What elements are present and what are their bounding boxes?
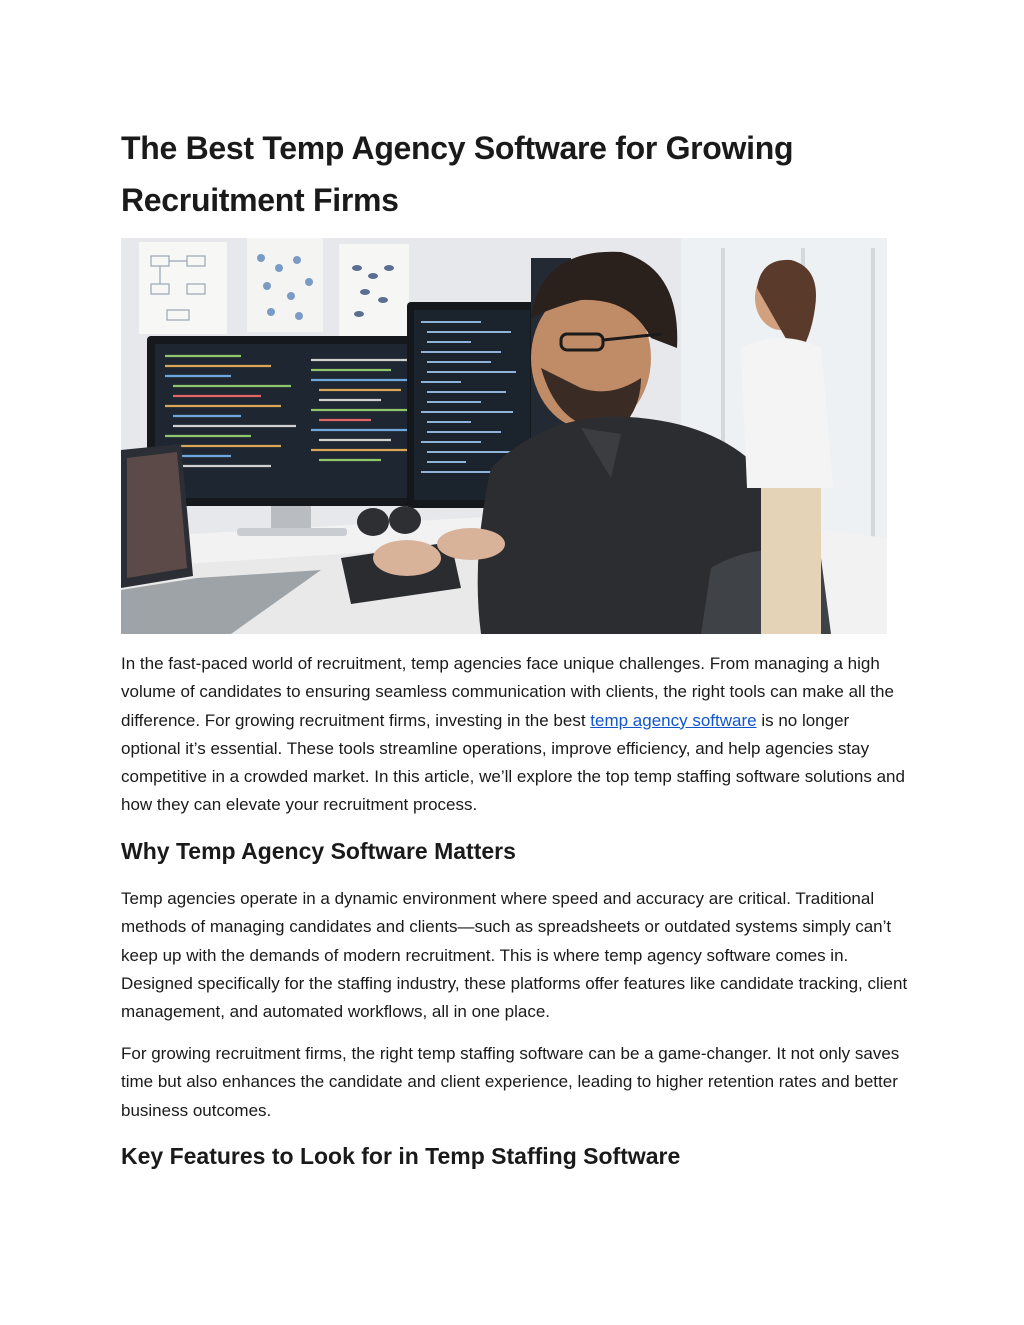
intro-text-before-link: In the fast-paced world of recruitment, temp agencies face unique challenges. From managing a high volume of candidates to ensuring seamless communication with clients, the right tools can make all the difference. For growing recruitment firms, investing in the best: [121, 654, 894, 730]
section1-paragraph-1: Temp agencies operate in a dynamic environment where speed and accuracy are critical. Traditional methods of managing candidates and clients—such as spreadsheets or outdated systems simply can’t keep up with the demands of modern recruitment. This is where temp agency software comes in. Designed specifically for the staffing industry, these platforms offer features like candidate tracking, client management, and automated workflows, all in one place.: [121, 889, 908, 1022]
section1-paragraph-2: For growing recruitment firms, the right temp staffing software can be a game-changer. It not only saves time but also enhances the candidate and client experience, leading to higher retention rates and better business outcomes.: [121, 1044, 900, 1120]
temp-agency-software-link[interactable]: temp agency software: [590, 710, 757, 730]
intro-paragraph: [121, 650, 911, 820]
section-heading-key-features: Key Features to Look for in Temp Staffing Software: [121, 1143, 681, 1169]
intro-text-after-link: is no longer optional it’s essential. These tools streamline operations, improve efficiency, and help agencies stay competitive in a crowded market. In this article, we’ll explore the top temp staffing software solutions and how they can elevate your recruitment process.: [121, 710, 905, 815]
article-title: The Best Temp Agency Software for Growing Recruitment Firms: [121, 130, 794, 218]
photo-developer-at-monitors-icon: [121, 238, 887, 634]
hero-image: [121, 238, 887, 634]
section-heading-why: Why Temp Agency Software Matters: [121, 838, 516, 864]
